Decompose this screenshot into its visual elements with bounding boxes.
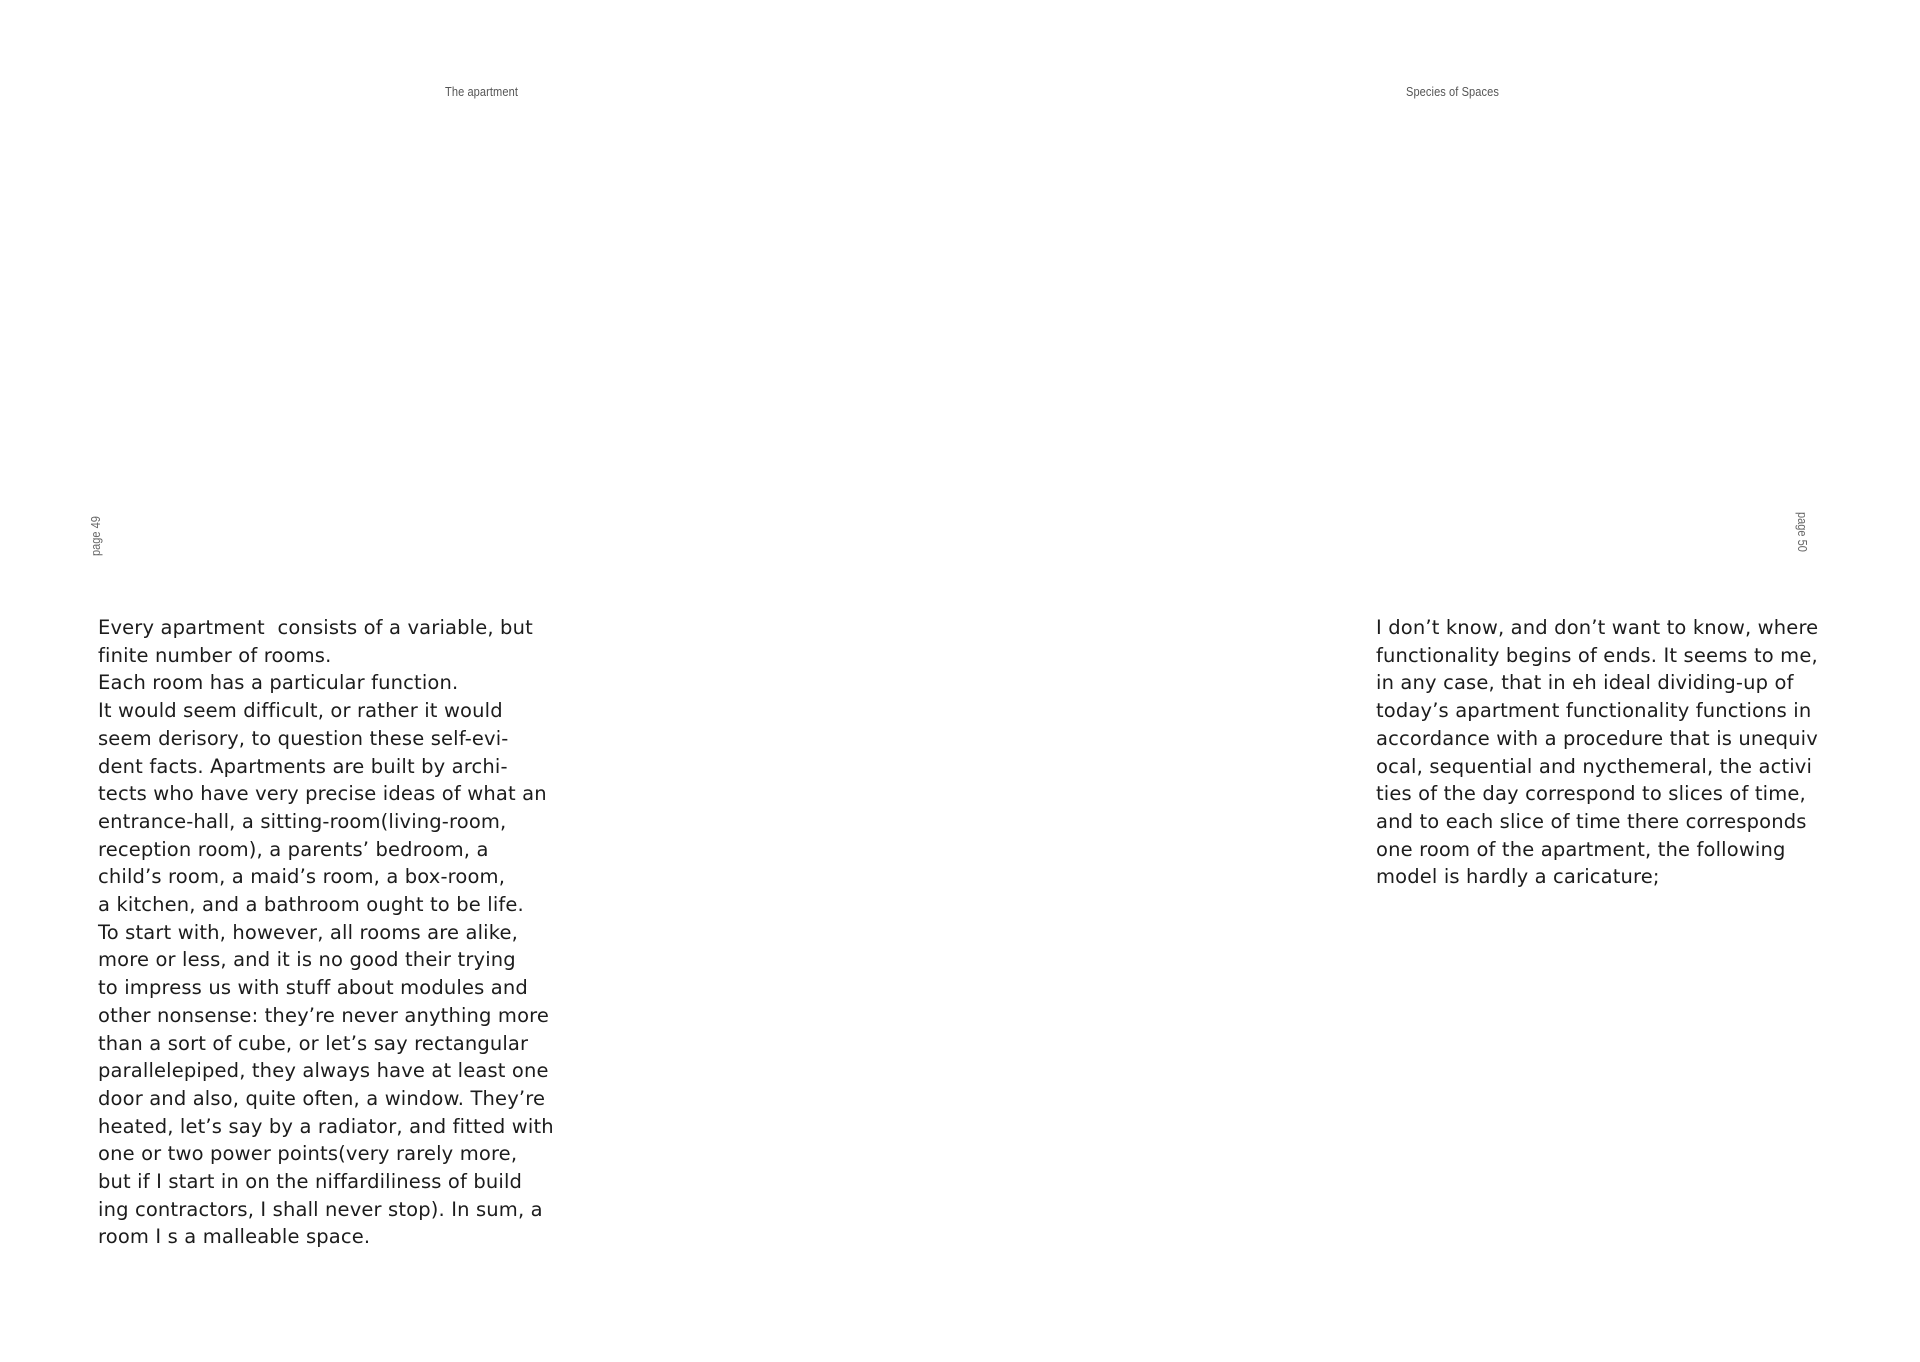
text-line: parallelepiped, they always have at least one	[98, 1059, 549, 1083]
text-line: ing contractors, I shall never stop). In sum, a	[98, 1197, 543, 1221]
body-text	[1376, 614, 1846, 891]
body-text	[98, 614, 568, 1251]
text-line: ocal, sequential and nycthemeral, the activi	[1376, 754, 1813, 778]
page-number: page 49	[88, 516, 103, 556]
page-number: page 50	[1795, 512, 1810, 552]
text-line: To start with, however, all rooms are alike,	[98, 920, 518, 944]
text-line: It would seem difficult, or rather it would	[98, 699, 503, 723]
right-page	[960, 0, 1920, 1362]
text-line: a kitchen, and a bathroom ought to be life.	[98, 893, 524, 917]
text-line: tects who have very precise ideas of what an	[98, 782, 547, 806]
text-line: door and also, quite often, a window. They’re	[98, 1086, 546, 1110]
text-line: seem derisory, to question these self-evi-	[98, 726, 509, 750]
text-line: Every apartment consists of a variable, but	[98, 616, 533, 639]
text-line: room I s a malleable space.	[98, 1225, 371, 1249]
text-line: in any case, that in eh ideal dividing-up of	[1376, 671, 1794, 695]
text-line: today’s apartment functionality functions in	[1376, 699, 1812, 723]
text-line: accordance with a procedure that is unequiv	[1376, 726, 1818, 750]
text-line: but if I start in on the niffardiliness of build	[98, 1170, 523, 1194]
text-line: I don’t know, and don’t want to know, where	[1376, 616, 1819, 639]
text-line: child’s room, a maid’s room, a box-room,	[98, 865, 506, 889]
text-line: one room of the apartment, the following	[1376, 837, 1786, 861]
running-head: Species of Spaces	[1406, 84, 1499, 99]
text-line: than a sort of cube, or let’s say rectangular	[98, 1031, 529, 1055]
running-head: The apartment	[445, 84, 518, 99]
text-line: entrance-hall, a sitting-room(living-room,	[98, 809, 507, 833]
text-line: one or two power points(very rarely more,	[98, 1142, 518, 1166]
text-line: finite number of rooms.	[98, 643, 332, 667]
text-line: ties of the day correspond to slices of time,	[1376, 782, 1806, 806]
text-line: and to each slice of time there corresponds	[1376, 809, 1807, 833]
text-line: heated, let’s say by a radiator, and fitted with	[98, 1114, 554, 1138]
text-line: functionality begins of ends. It seems to me,	[1376, 643, 1818, 667]
text-line: dent facts. Apartments are built by archi-	[98, 754, 508, 778]
text-line: Each room has a particular function.	[98, 671, 459, 695]
text-line: other nonsense: they’re never anything more	[98, 1003, 550, 1027]
text-line: to impress us with stuff about modules and	[98, 976, 528, 1000]
text-line: more or less, and it is no good their trying	[98, 948, 516, 972]
text-line: reception room), a parents’ bedroom, a	[98, 837, 489, 861]
text-line: model is hardly a caricature;	[1376, 865, 1660, 889]
